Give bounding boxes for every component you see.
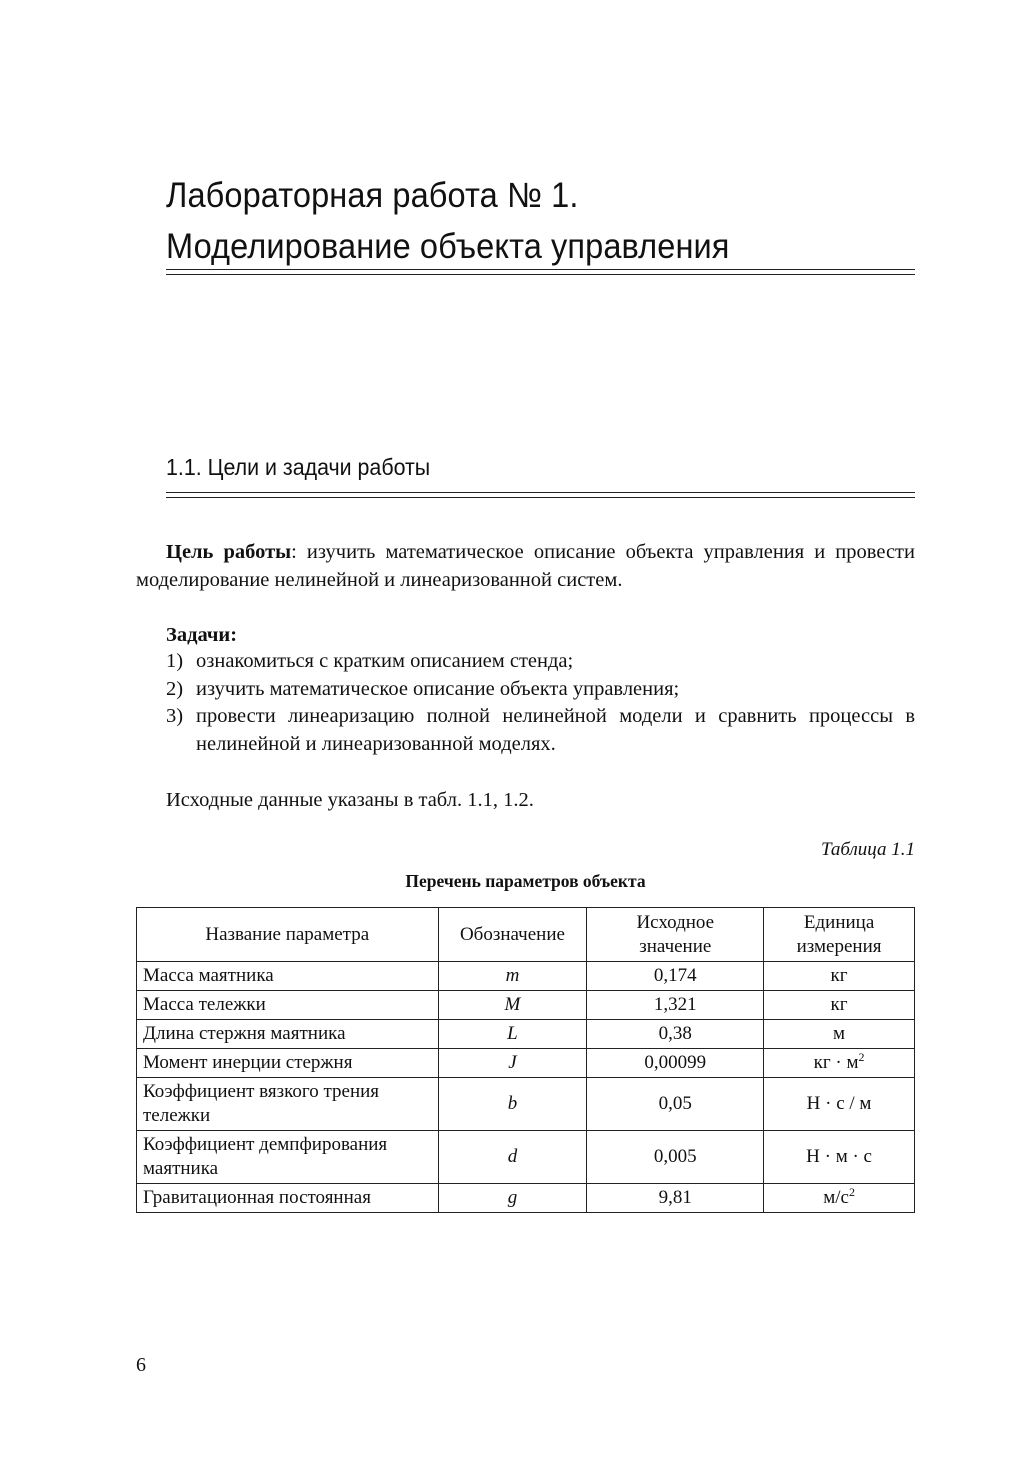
- table-row: [137, 1049, 915, 1078]
- cell-symbol: L: [438, 1020, 587, 1049]
- table-header-row: [137, 908, 915, 962]
- cell-symbol: g: [438, 1184, 587, 1213]
- goal-label: Цель работы: [166, 541, 292, 563]
- cell-name: Масса тележки: [137, 991, 439, 1020]
- page-number: 6: [136, 1354, 146, 1376]
- header-name: Название параметра: [137, 908, 439, 962]
- cell-value: 0,174: [587, 962, 764, 991]
- chapter-divider: [166, 269, 915, 275]
- cell-value: 0,00099: [587, 1049, 764, 1078]
- cell-unit: $м/с^2$: [764, 1184, 915, 1213]
- tasks-list: [166, 648, 915, 758]
- section-divider: [166, 492, 915, 498]
- cell-value: 1,321: [587, 991, 764, 1020]
- table-label: Таблица 1.1: [821, 839, 915, 860]
- list-item-text: провести линеаризацию полной нелинейной модели и сравнить процессы в нелинейной и линеаризованной моделях.: [196, 705, 915, 755]
- list-item-text: изучить математическое описание объекта управления;: [196, 677, 680, 700]
- table-row: [137, 1184, 915, 1213]
- cell-unit: м: [764, 1020, 915, 1049]
- cell-value: 0,38: [587, 1020, 764, 1049]
- cell-unit: кг: [764, 962, 915, 991]
- table-caption: Перечень параметров объекта: [405, 871, 646, 891]
- cell-name: Гравитационная постоянная: [137, 1184, 439, 1213]
- table-row: [137, 1078, 915, 1131]
- cell-name: Длина стержня маятника: [137, 1020, 439, 1049]
- goal-paragraph: [136, 538, 915, 594]
- cell-unit: кг: [764, 991, 915, 1020]
- parameters-table: [136, 907, 915, 1213]
- cell-name: Момент инерции стержня: [137, 1049, 439, 1078]
- header-unit: Единица измерения: [764, 908, 915, 962]
- list-item-text: ознакомиться с кратким описанием стенда;: [196, 650, 574, 672]
- table-row: [137, 1020, 915, 1049]
- cell-unit: Н · м · с: [764, 1131, 915, 1184]
- list-item: [166, 648, 915, 676]
- list-item-number: 2): [166, 677, 184, 700]
- header-value: Исходное значение: [587, 908, 764, 962]
- cell-symbol: d: [438, 1131, 587, 1184]
- chapter-title-line2: Моделирование объекта управления: [166, 227, 730, 266]
- list-item-number: 1): [166, 650, 184, 672]
- header-symbol: Обозначение: [438, 908, 587, 962]
- cell-value: 0,05: [587, 1078, 764, 1131]
- cell-value: 0,005: [587, 1131, 764, 1184]
- list-item: [166, 703, 915, 758]
- list-item: [166, 676, 915, 704]
- goal-text: : изучить математическое описание объекта управления и провести моделирование нелинейной и линеаризованной систем.: [136, 541, 915, 591]
- cell-unit: кг · $м^2$: [764, 1049, 915, 1078]
- cell-symbol: M: [438, 991, 587, 1020]
- cell-name: Коэффициент демпфирования маятника: [137, 1131, 439, 1184]
- table-row: [137, 962, 915, 991]
- tasks-title: Задачи:: [166, 624, 238, 646]
- cell-name: Коэффициент вязкого трения тележки: [137, 1078, 439, 1131]
- cell-name: Масса маятника: [137, 962, 439, 991]
- table-row: [137, 991, 915, 1020]
- source-data-line: Исходные данные указаны в табл. 1.1, 1.2.: [166, 789, 534, 811]
- cell-value: 9,81: [587, 1184, 764, 1213]
- cell-symbol: m: [438, 962, 587, 991]
- cell-symbol: b: [438, 1078, 587, 1131]
- cell-symbol: J: [438, 1049, 587, 1078]
- section-title: 1.1. Цели и задачи работы: [166, 454, 431, 480]
- list-item-number: 3): [166, 705, 184, 727]
- table-row: [137, 1131, 915, 1184]
- cell-unit: Н · с / м: [764, 1078, 915, 1131]
- chapter-title-line1: Лабораторная работа № 1.: [166, 176, 579, 215]
- chapter-title: [166, 170, 873, 272]
